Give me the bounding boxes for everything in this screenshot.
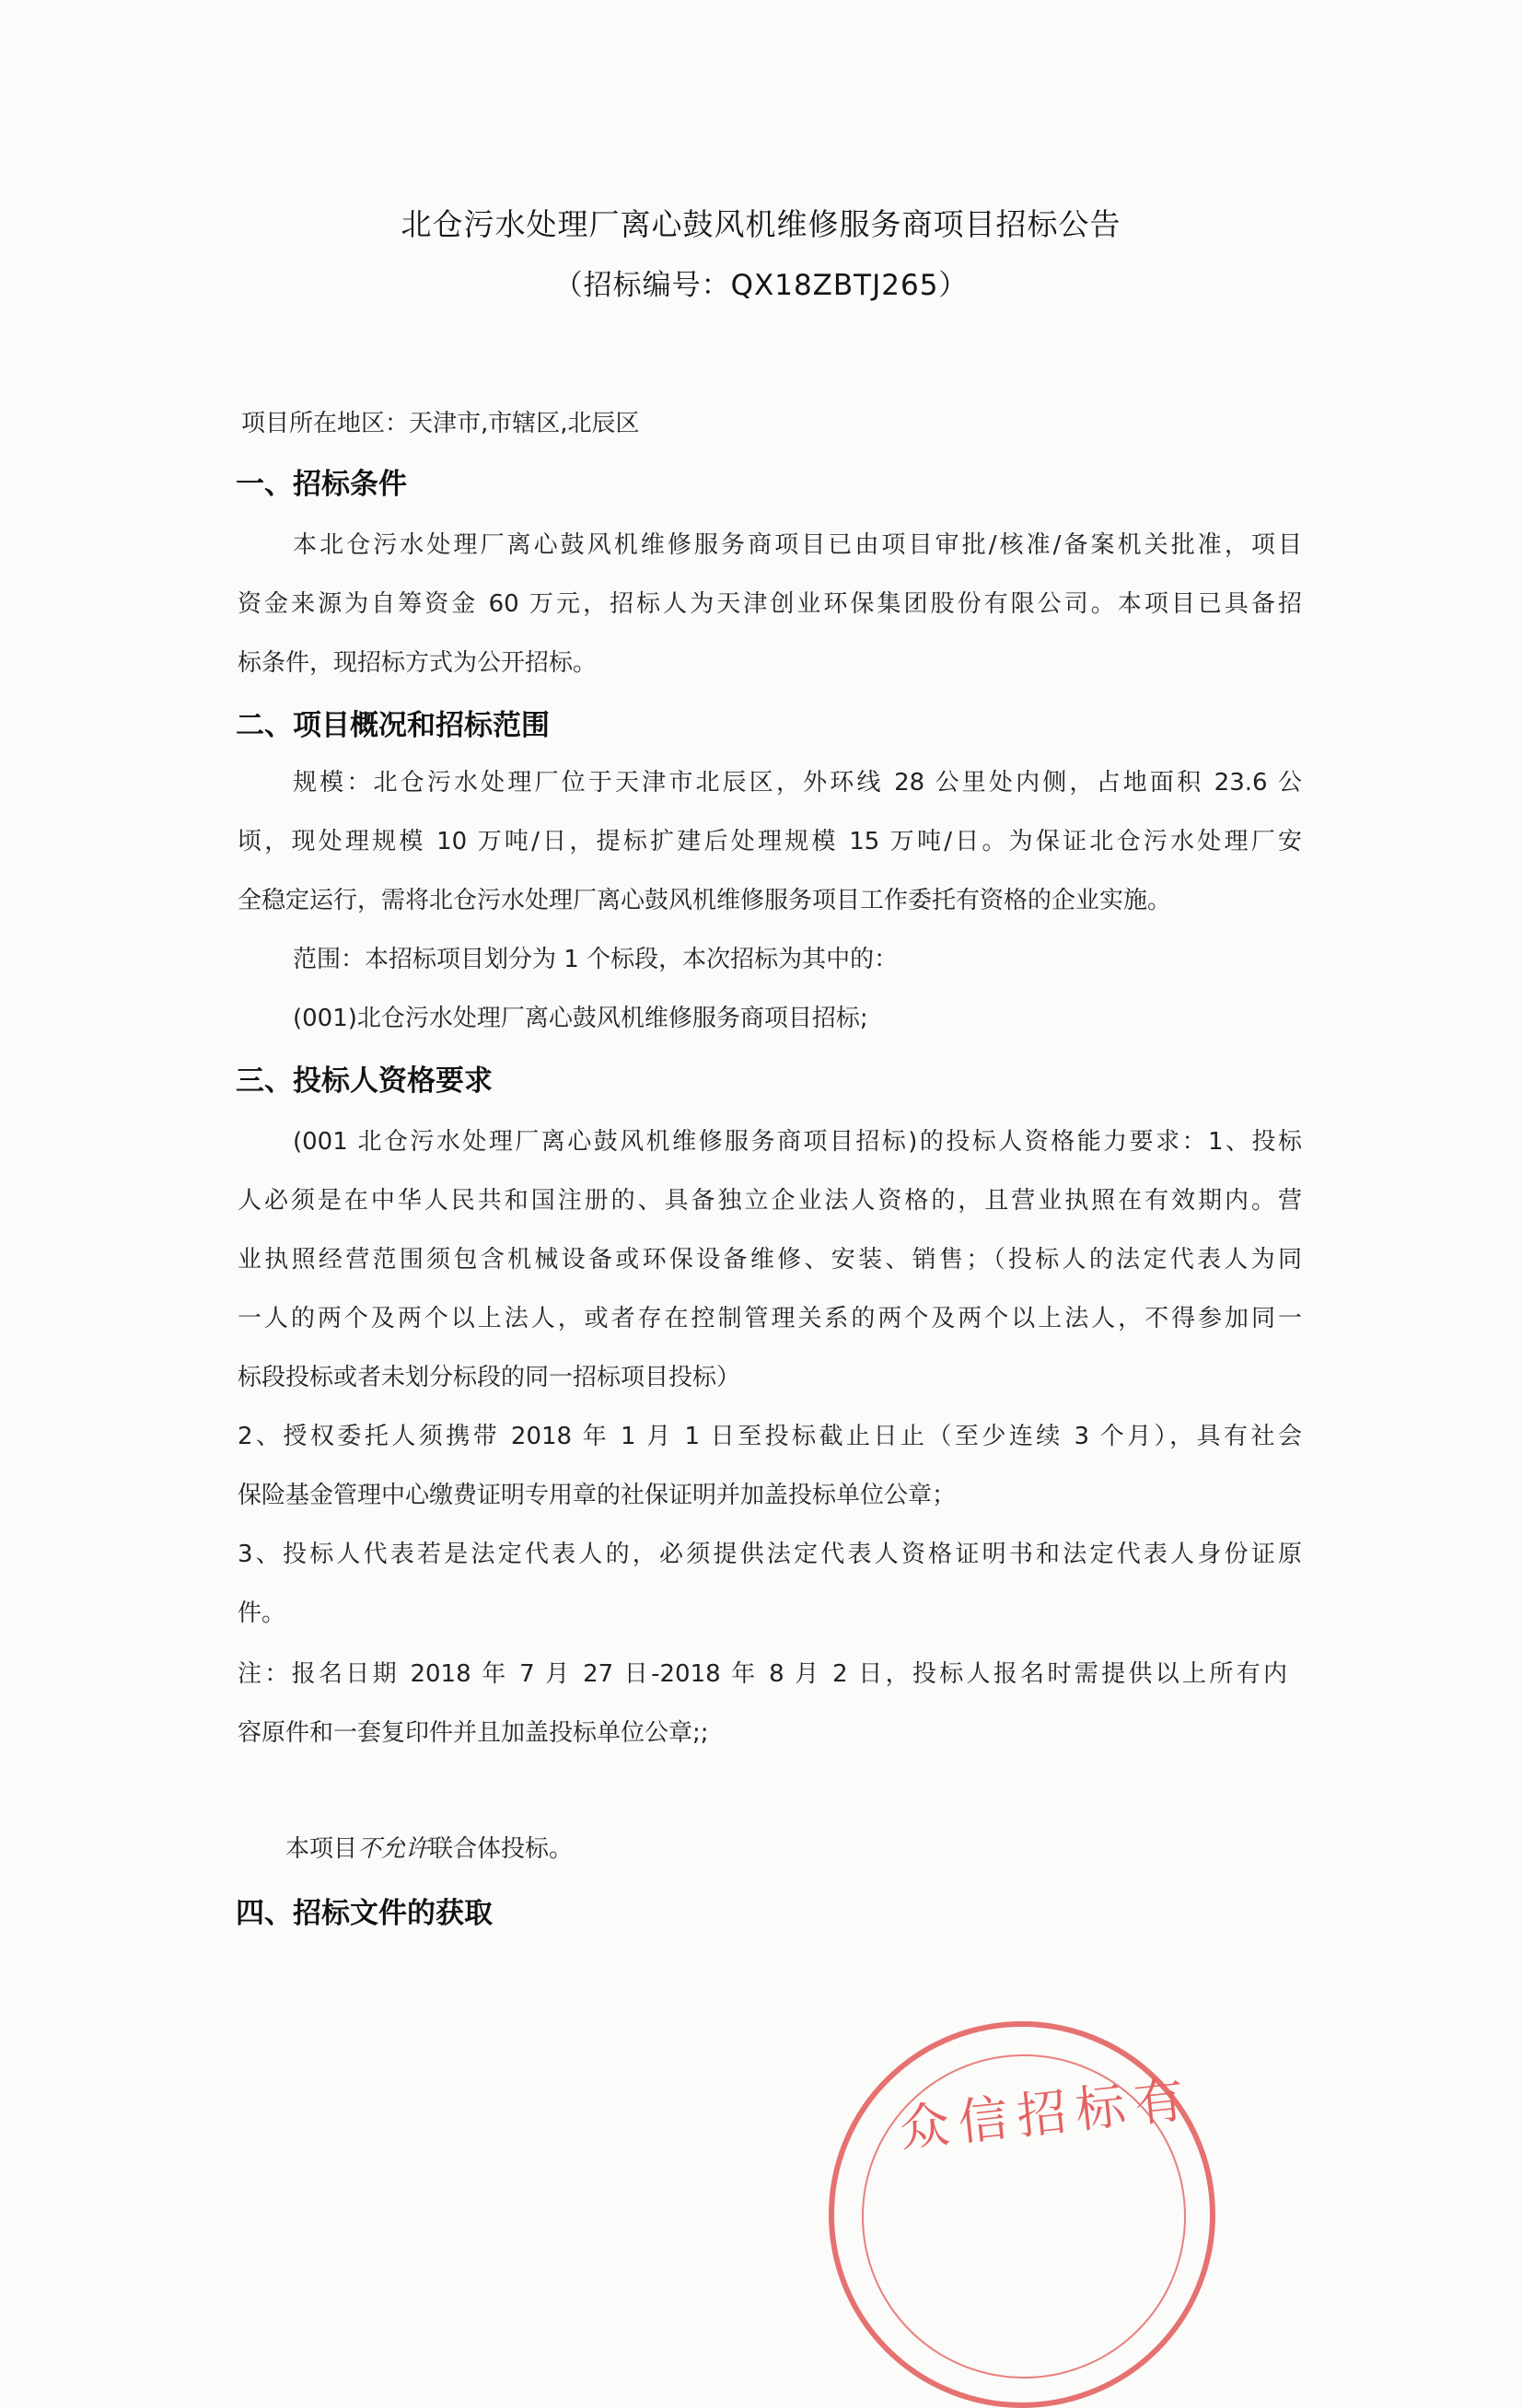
paragraph-line: 件。: [238, 1600, 286, 1627]
paragraph-line: (001)北仓污水处理厂离心鼓风机维修服务商项目招标;: [293, 1005, 868, 1032]
paragraph-line: 注：报名日期 2018 年 7 月 27 日-2018 年 8 月 2 日，投标人报名时需提供以上所有内: [238, 1660, 1287, 1688]
paragraph-line: 业执照经营范围须包含机械设备或环保设备维修、安装、销售；（投标人的法定代表人为同: [238, 1246, 1302, 1274]
section-heading-4: 四、招标文件的获取: [236, 1897, 493, 1930]
tender-number: （招标编号：QX18ZBTJ265）: [553, 269, 969, 302]
paragraph-line: 2、授权委托人须携带 2018 年 1 月 1 日至投标截止日止（至少连续 3 个月），具有社会: [238, 1423, 1302, 1450]
official-seal: [829, 2021, 1215, 2408]
paragraph-line: 资金来源为自筹资金 60 万元，招标人为天津创业环保集团股份有限公司。本项目已具备招: [238, 590, 1302, 618]
project-location: 项目所在地区：天津市,市辖区,北辰区: [241, 410, 640, 437]
consortium-prefix: 本项目: [285, 1835, 358, 1863]
paragraph-line: 一人的两个及两个以上法人，或者存在控制管理关系的两个及两个以上法人，不得参加同一: [238, 1305, 1302, 1332]
paragraph-line: 全稳定运行，需将北仓污水处理厂离心鼓风机维修服务项目工作委托有资格的企业实施。: [238, 887, 1172, 914]
document-title: 北仓污水处理厂离心鼓风机维修服务商项目招标公告: [401, 206, 1121, 242]
paragraph-line: 顷，现处理规模 10 万吨/日，提标扩建后处理规模 15 万吨/日。为保证北仓污水处理厂安: [238, 828, 1302, 855]
section-heading-1: 一、招标条件: [236, 468, 407, 501]
paragraph-line: 标段投标或者未划分标段的同一招标项目投标）: [238, 1364, 741, 1391]
paragraph-line: 容原件和一套复印件并且加盖投标单位公章;;: [238, 1719, 709, 1747]
official-seal-text: 众信招标有: [897, 2069, 1196, 2158]
paragraph-line: 规模：北仓污水处理厂位于天津市北辰区，外环线 28 公里处内侧，占地面积 23.6 公: [293, 769, 1302, 797]
section-heading-3: 三、投标人资格要求: [236, 1064, 493, 1098]
consortium-italic: 不允许: [357, 1835, 430, 1863]
consortium-note: [285, 1832, 573, 1866]
paragraph-line: 范围：本招标项目划分为 1 个标段，本次招标为其中的：: [293, 946, 899, 973]
section-heading-2: 二、项目概况和招标范围: [236, 709, 550, 742]
paragraph-line: 本北仓污水处理厂离心鼓风机维修服务商项目已由项目审批/核准/备案机关批准，项目: [293, 531, 1302, 559]
consortium-suffix: 联合体投标。: [429, 1835, 574, 1863]
paragraph-line: (001 北仓污水处理厂离心鼓风机维修服务商项目招标)的投标人资格能力要求：1、投标: [293, 1128, 1302, 1156]
paragraph-line: 标条件，现招标方式为公开招标。: [238, 649, 598, 677]
paragraph-line: 3、投标人代表若是法定代表人的，必须提供法定代表人资格证明书和法定代表人身份证原: [238, 1541, 1302, 1568]
paragraph-line: 人必须是在中华人民共和国注册的、具备独立企业法人资格的，且营业执照在有效期内。营: [238, 1187, 1302, 1215]
paragraph-line: 保险基金管理中心缴费证明专用章的社保证明并加盖投标单位公章；: [238, 1482, 957, 1509]
